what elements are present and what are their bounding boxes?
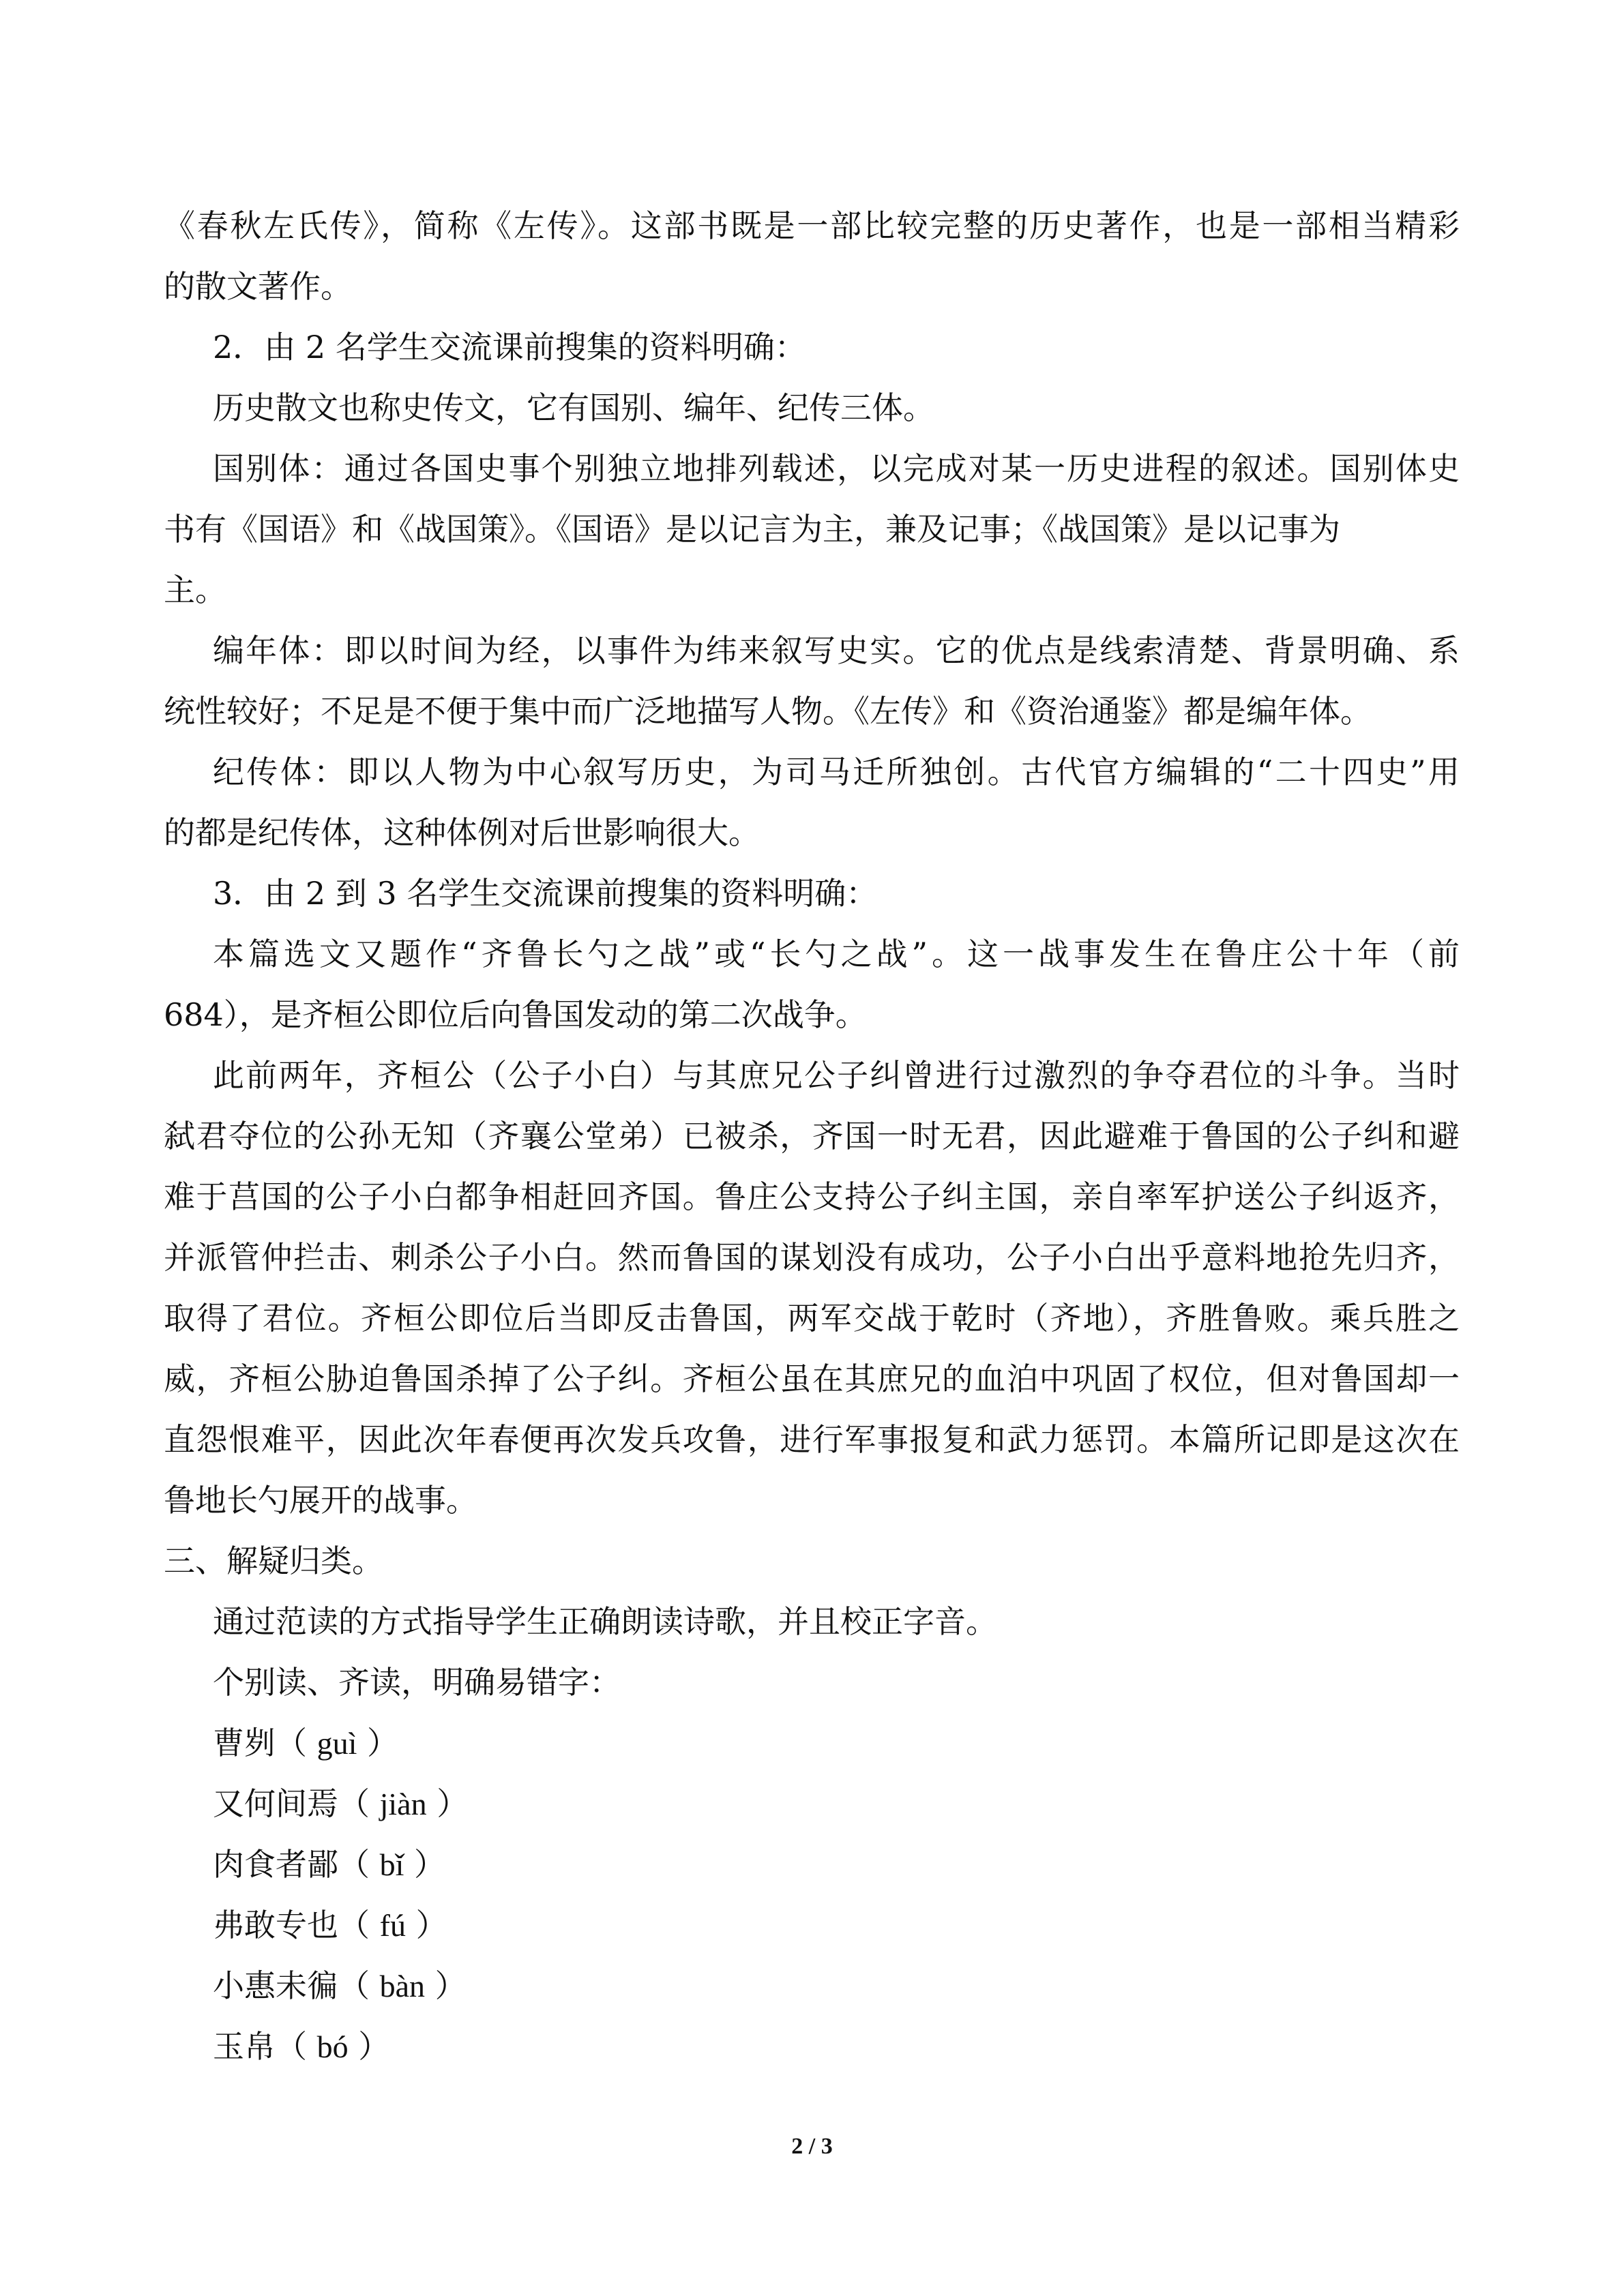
pronunciation-item: 曹刿（ guì ） xyxy=(213,1725,399,1761)
section-heading: 三、解疑归类。 xyxy=(164,1542,383,1579)
text-line: 的都是纪传体，这种体例对后世影响很大。 xyxy=(164,814,760,851)
text-line: 鲁地长勺展开的战事。 xyxy=(164,1482,477,1519)
text-line: 通过范读的方式指导学生正确朗读诗歌，并且校正字音。 xyxy=(213,1603,997,1640)
pronunciation-pinyin: fú xyxy=(379,1908,406,1943)
pronunciation-word: 弗敢专也 xyxy=(213,1907,338,1943)
pronunciation-pinyin: guì xyxy=(316,1726,357,1761)
text-line: 2．由 2 名学生交流课前搜集的资料明确： xyxy=(213,329,806,366)
text-line: 难于莒国的公子小白都争相赶回齐国。鲁庄公支持公子纠主国，亲自率军护送公子纠返齐， xyxy=(164,1178,1460,1215)
pronunciation-item: 又何间焉（ jiàn ） xyxy=(213,1785,469,1822)
text-line: 统性较好；不足是不便于集中而广泛地描写人物。《左传》和《资治通鉴》都是编年体。 xyxy=(164,693,1372,730)
text-line: 此前两年，齐桓公（公子小白）与其庶兄公子纠曾进行过激烈的争夺君位的斗争。当时 xyxy=(213,1057,1460,1094)
pronunciation-word: 肉食者鄙 xyxy=(213,1846,338,1883)
pronunciation-item: 小惠未徧（ bàn ） xyxy=(213,1967,467,2004)
document-body xyxy=(164,206,1460,2087)
text-line: 684），是齐桓公即位后向鲁国发动的第二次战争。 xyxy=(164,996,867,1033)
text-line: 纪传体：即以人物为中心叙写历史，为司马迁所独创。古代官方编辑的“二十四史”用 xyxy=(213,754,1460,790)
text-line: 主。 xyxy=(164,571,226,608)
text-line: 直怨恨难平，因此次年春便再次发兵攻鲁，进行军事报复和武力惩罚。本篇所记即是这次在 xyxy=(164,1421,1460,1458)
pronunciation-word: 小惠未徧 xyxy=(213,1967,338,2004)
pronunciation-pinyin: jiàn xyxy=(379,1787,427,1821)
text-line: 国别体：通过各国史事个别独立地排列载述，以完成对某一历史进程的叙述。国别体史 xyxy=(213,450,1460,487)
text-line: 威，齐桓公胁迫鲁国杀掉了公子纠。齐桓公虽在其庶兄的血泊中巩固了权位，但对鲁国却一 xyxy=(164,1360,1460,1397)
text-line: 的散文著作。 xyxy=(164,268,352,305)
text-line: 编年体：即以时间为经，以事件为纬来叙写史实。它的优点是线索清楚、背景明确、系 xyxy=(213,632,1460,669)
pronunciation-item: 玉帛（ bó ） xyxy=(213,2028,390,2065)
text-line: 本篇选文又题作“齐鲁长勺之战”或“长勺之战”。这一战事发生在鲁庄公十年（前 xyxy=(213,936,1460,972)
text-line: 《春秋左氏传》，简称《左传》。这部书既是一部比较完整的历史著作，也是一部相当精彩 xyxy=(164,207,1460,244)
pronunciation-word: 玉帛 xyxy=(213,2028,276,2065)
text-line: 历史散文也称史传文，它有国别、编年、纪传三体。 xyxy=(213,389,934,426)
text-line: 3．由 2 到 3 名学生交流课前搜集的资料明确： xyxy=(213,875,878,912)
text-line: 书有《国语》和《战国策》。《国语》是以记言为主，兼及记事；《战国策》是以记事为 xyxy=(164,511,1340,548)
pronunciation-pinyin: bàn xyxy=(379,1969,426,2003)
pronunciation-word: 又何间焉 xyxy=(213,1785,338,1822)
pronunciation-pinyin: bó xyxy=(316,2029,349,2064)
text-line: 个别读、齐读，明确易错字： xyxy=(213,1664,621,1701)
page-number: 2 / 3 xyxy=(791,2134,833,2159)
pronunciation-item: 弗敢专也（ fú ） xyxy=(213,1907,447,1943)
pronunciation-pinyin: bǐ xyxy=(379,1847,404,1882)
pronunciation-item: 肉食者鄙（ bǐ ） xyxy=(213,1846,446,1883)
text-line: 取得了君位。齐桓公即位后当即反击鲁国，两军交战于乾时（齐地），齐胜鲁败。乘兵胜之 xyxy=(164,1300,1460,1337)
text-line: 并派管仲拦击、刺杀公子小白。然而鲁国的谋划没有成功，公子小白出乎意料地抢先归齐， xyxy=(164,1239,1460,1276)
pronunciation-word: 曹刿 xyxy=(213,1725,276,1761)
text-line: 弑君夺位的公孙无知（齐襄公堂弟）已被杀，齐国一时无君，因此避难于鲁国的公子纠和避 xyxy=(164,1118,1460,1154)
